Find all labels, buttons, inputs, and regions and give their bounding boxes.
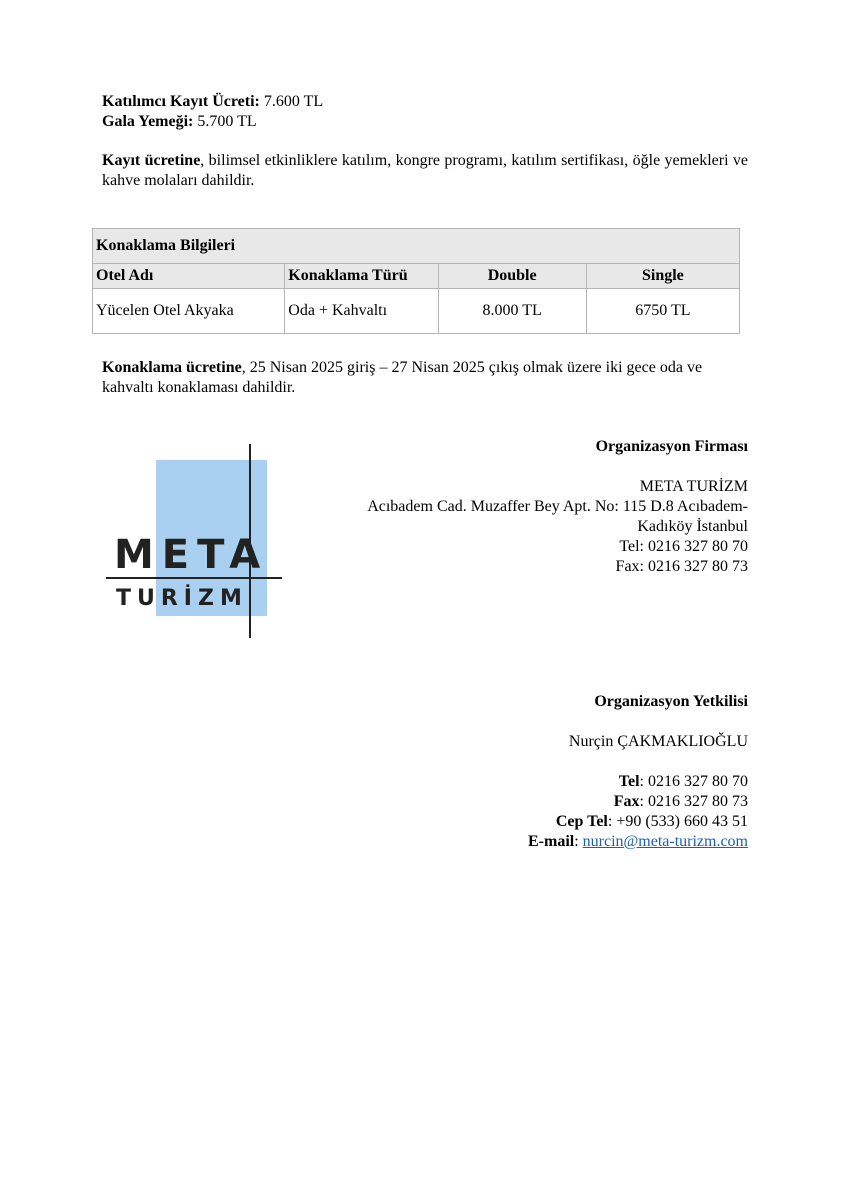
contact-tel: Tel: 0216 327 80 70 [618, 773, 748, 790]
registration-note-bold: Kayıt ücretine [102, 152, 201, 169]
contact-heading: Organizasyon Yetkilisi [594, 693, 748, 710]
col-accommodation-type: Konaklama Türü [285, 264, 438, 289]
contact-person: Nurçin ÇAKMAKLIOĞLU [568, 733, 748, 750]
logo-text-meta: META [114, 532, 269, 578]
gala-fee-value: 5.700 TL [197, 113, 257, 130]
contact-mobile: Cep Tel: +90 (533) 660 43 51 [555, 813, 748, 830]
cell-hotel-name: Yücelen Otel Akyaka [93, 289, 285, 334]
registration-fee [102, 92, 323, 112]
organizer-address-line2: Kadıköy İstanbul [637, 518, 748, 535]
accommodation-note [102, 358, 702, 378]
accommodation-note-bold: Konaklama ücretine [102, 359, 242, 376]
registration-note-text: , bilimsel etkinliklere katılım, kongre programı, katılım sertifikası, öğle yemekleri ve kahve molaları dahildir. [102, 152, 749, 189]
accommodation-table [92, 228, 740, 334]
email-link[interactable]: nurcin@meta-turizm.com [582, 833, 748, 850]
organizer-fax: Fax: 0216 327 80 73 [615, 558, 748, 575]
registration-note [102, 151, 748, 191]
organizer-heading: Organizasyon Firması [595, 438, 748, 455]
organizer-address-line1: Acıbadem Cad. Muzaffer Bey Apt. No: 115 D.8 Acıbadem- [367, 498, 748, 515]
contact-block [528, 692, 748, 852]
cell-accommodation-type: Oda + Kahvaltı [285, 289, 438, 334]
accommodation-title: Konaklama Bilgileri [93, 229, 740, 264]
organizer-tel: Tel: 0216 327 80 70 [619, 538, 748, 555]
contact-fax: Fax: 0216 327 80 73 [613, 793, 748, 810]
contact-email: E-mail: nurcin@meta-turizm.com [527, 833, 748, 850]
cell-single-price: 6750 TL [586, 289, 739, 334]
logo-text-turizm: TURİZM [116, 586, 248, 611]
cell-double-price: 8.000 TL [438, 289, 586, 334]
organizer-name: META TURİZM [639, 478, 748, 495]
col-double: Double [438, 264, 586, 289]
accommodation-note-line2: kahvaltı konaklaması dahildir. [102, 379, 296, 396]
table-row [93, 289, 740, 334]
col-hotel-name: Otel Adı [93, 264, 285, 289]
registration-fee-label: Katılımcı Kayıt Ücreti: [102, 93, 260, 110]
organizer-block [367, 437, 748, 577]
gala-fee [102, 112, 257, 132]
meta-turizm-logo [104, 442, 284, 640]
accommodation-note-line1: , 25 Nisan 2025 giriş – 27 Nisan 2025 çıkış olmak üzere iki gece oda ve [241, 359, 703, 376]
col-single: Single [586, 264, 739, 289]
gala-fee-label: Gala Yemeği: [102, 113, 194, 130]
registration-fee-value: 7.600 TL [263, 93, 324, 110]
